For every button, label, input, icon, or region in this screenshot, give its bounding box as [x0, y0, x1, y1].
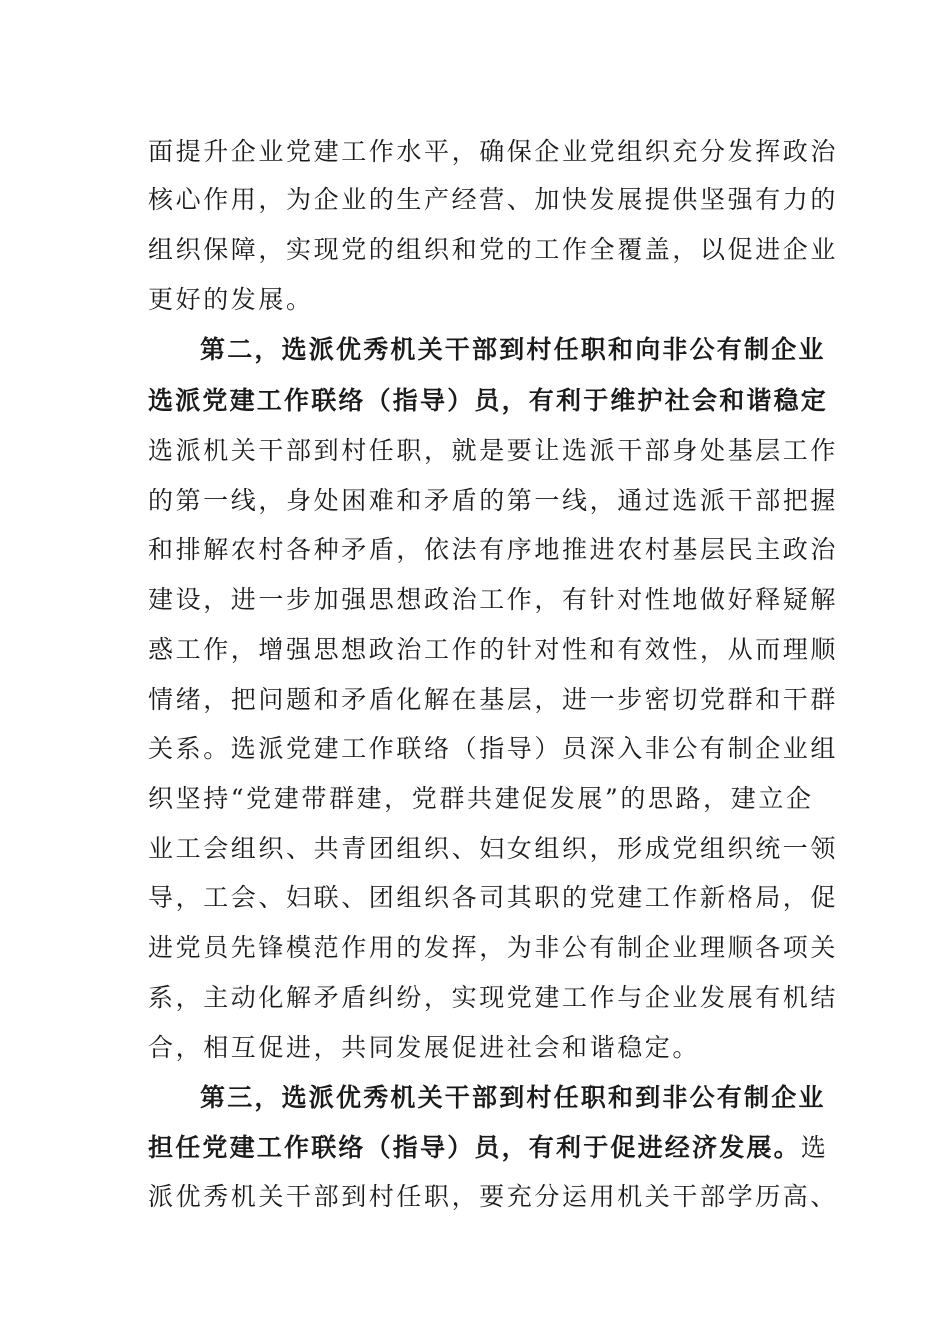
text-line: 的第一线，身处困难和矛盾的第一线，通过选派干部把握: [148, 486, 839, 515]
text-line: 系，主动化解矛盾纠纷，实现党建工作与企业发展有机结: [148, 983, 839, 1012]
section-heading-text: 担任党建工作联络（指导）员，有利于促进经济发展。: [148, 1133, 801, 1162]
text-line: 合，相互促进，共同发展促进社会和谐稳定。: [148, 1033, 701, 1062]
mixed-line: [148, 1130, 828, 1166]
text-line: 业工会组织、共青团组织、妇女组织，形成党组织统一领: [148, 834, 839, 863]
text-line: 选派机关干部到村任职，就是要让选派干部身处基层工作: [148, 436, 839, 465]
text-line: 惑工作，增强思想政治工作的针对性和有效性，从而理顺: [148, 635, 839, 664]
text-line: 导，工会、妇联、团组织各司其职的党建工作新格局，促: [148, 883, 839, 912]
section-heading-line: 第二，选派优秀机关干部到村任职和向非公有制企业: [200, 335, 826, 364]
section-heading-line: 选派党建工作联络（指导）员，有利于维护社会和谐稳定: [148, 386, 829, 415]
text-line: 更好的发展。: [148, 285, 314, 314]
text-line: 建设，进一步加强思想政治工作，有针对性地做好释疑解: [148, 585, 839, 614]
text-line: 核心作用，为企业的生产经营、加快发展提供坚强有力的: [148, 185, 839, 214]
text-line: 派优秀机关干部到村任职，要充分运用机关干部学历高、: [148, 1182, 839, 1211]
text-line: 情绪，把问题和矛盾化解在基层，进一步密切党群和干群: [148, 685, 839, 714]
text-line: 组织保障，实现党的组织和党的工作全覆盖，以促进企业: [148, 235, 839, 264]
text-line: 织坚持“党建带群建，党群共建促发展”的思路，建立企: [148, 784, 814, 813]
text-line: 和排解农村各种矛盾，依法有序地推进农村基层民主政治: [148, 535, 839, 564]
text-line: 面提升企业党建工作水平，确保企业党组织充分发挥政治: [148, 137, 839, 166]
text-line: 关系。选派党建工作联络（指导）员深入非公有制企业组: [148, 734, 839, 763]
section-heading-line: 第三，选派优秀机关干部到村任职和到非公有制企业: [200, 1083, 826, 1112]
text-line: 进党员先锋模范作用的发挥，为非公有制企业理顺各项关: [148, 933, 839, 962]
body-text-tail: 选: [800, 1133, 829, 1162]
